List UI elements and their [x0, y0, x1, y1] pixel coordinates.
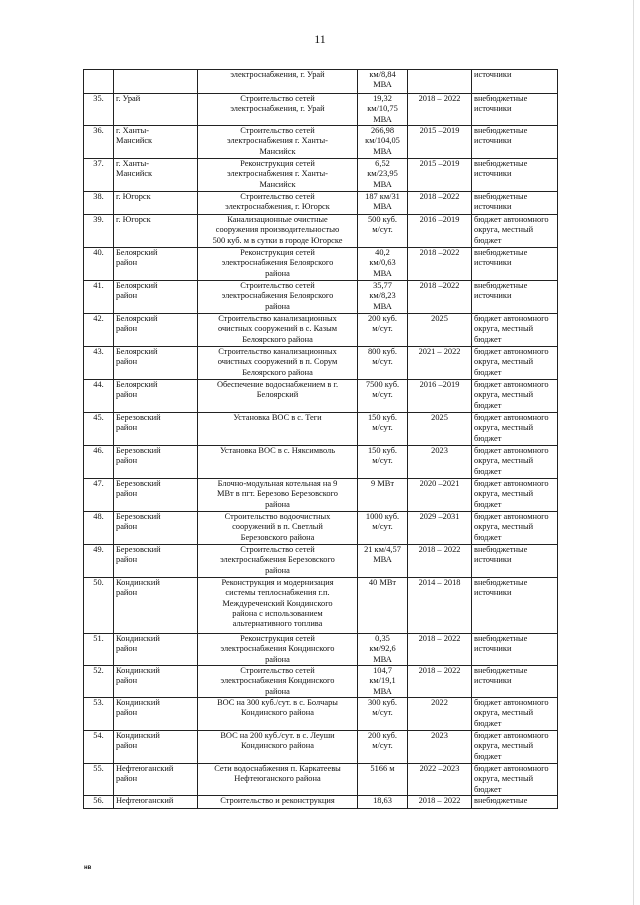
row-number: 49.: [84, 545, 114, 578]
row-object-name: Реконструкция сетей электроснабжения Белоярского района: [198, 248, 358, 281]
row-capacity: 187 км/31 МВА: [358, 192, 408, 215]
table-row: [84, 94, 558, 126]
row-object-name: Строительство сетей электроснабжения, г. Урай: [198, 94, 358, 126]
row-period: 2018 – 2022: [408, 796, 472, 809]
row-period: 2018 – 2022: [408, 666, 472, 698]
row-funding-source: внебюджетные: [472, 796, 558, 809]
row-place: г. Ханты- Мансийск: [114, 126, 198, 159]
row-capacity: 200 куб. м/сут.: [358, 314, 408, 347]
row-place: г. Урай: [114, 94, 198, 126]
row-object-name: Строительство сетей электроснабжения, г. Югорск: [198, 192, 358, 215]
row-capacity: 800 куб. м/сут.: [358, 347, 408, 380]
row-capacity: 7500 куб. м/сут.: [358, 380, 408, 413]
row-capacity: 1000 куб. м/сут.: [358, 512, 408, 545]
row-place: Белоярский район: [114, 248, 198, 281]
row-object-name: Строительство сетей электроснабжения Кондинского района: [198, 666, 358, 698]
row-period: 2018 –2022: [408, 281, 472, 314]
row-period: 2029 –2031: [408, 512, 472, 545]
table-row: [84, 764, 558, 796]
row-number: 37.: [84, 159, 114, 192]
row-place: Березовский район: [114, 446, 198, 479]
row-place: г. Югорск: [114, 192, 198, 215]
row-place: Березовский район: [114, 512, 198, 545]
row-place: Кондинский район: [114, 666, 198, 698]
row-number: 53.: [84, 698, 114, 731]
row-object-name: Сети водоснабжения п. Каркатеевы Нефтеюганского района: [198, 764, 358, 796]
row-place: Кондинский район: [114, 634, 198, 666]
row-object-name: Канализационные очистные сооружения производительностью 500 куб. м в сутки в городе Югорске: [198, 215, 358, 248]
row-capacity: 35,77 км/8,23 МВА: [358, 281, 408, 314]
table-row: [84, 479, 558, 512]
row-capacity: 19,32 км/10,75 МВА: [358, 94, 408, 126]
row-period: 2023: [408, 731, 472, 764]
table-row: [84, 281, 558, 314]
row-capacity: 6,52 км/23,95 МВА: [358, 159, 408, 192]
row-place: Березовский район: [114, 479, 198, 512]
table-row: [84, 731, 558, 764]
row-period: 2018 –2022: [408, 248, 472, 281]
row-period: 2014 – 2018: [408, 578, 472, 634]
row-place: Кондинский район: [114, 578, 198, 634]
row-funding-source: бюджет автономного округа, местный бюджет: [472, 314, 558, 347]
row-number: 44.: [84, 380, 114, 413]
row-funding-source: внебюджетные источники: [472, 159, 558, 192]
row-number: 52.: [84, 666, 114, 698]
row-funding-source: внебюджетные источники: [472, 281, 558, 314]
row-place: Нефтеюганский: [114, 796, 198, 809]
row-capacity: 0,35 км/92,6 МВА: [358, 634, 408, 666]
row-capacity: 40,2 км/0,63 МВА: [358, 248, 408, 281]
row-funding-source: внебюджетные источники: [472, 94, 558, 126]
table-row: [84, 578, 558, 634]
row-object-name: ВОС на 200 куб./сут. в с. Леуши Кондинского района: [198, 731, 358, 764]
table-row: [84, 446, 558, 479]
row-capacity: 150 куб. м/сут.: [358, 446, 408, 479]
row-object-name: Строительство сетей электроснабжения г. Ханты- Мансийск: [198, 126, 358, 159]
row-place: Белоярский район: [114, 281, 198, 314]
table-row: [84, 698, 558, 731]
row-period: 2022: [408, 698, 472, 731]
table-row: [84, 634, 558, 666]
row-capacity: 9 МВт: [358, 479, 408, 512]
page-number: 11: [314, 32, 326, 46]
row-number: 38.: [84, 192, 114, 215]
row-object-name: Строительство сетей электроснабжения Березовского района: [198, 545, 358, 578]
table-row: [84, 545, 558, 578]
table-row: [84, 380, 558, 413]
row-period: 2025: [408, 314, 472, 347]
row-number: [84, 70, 114, 94]
row-funding-source: внебюджетные источники: [472, 126, 558, 159]
row-period: 2016 –2019: [408, 215, 472, 248]
table-row: [84, 512, 558, 545]
table-row: [84, 347, 558, 380]
row-period: 2018 – 2022: [408, 94, 472, 126]
table-row: [84, 248, 558, 281]
row-number: 54.: [84, 731, 114, 764]
row-period: 2016 –2019: [408, 380, 472, 413]
row-object-name: Установка ВОС в с. Теги: [198, 413, 358, 446]
table-row: [84, 159, 558, 192]
row-capacity: 21 км/4,57 МВА: [358, 545, 408, 578]
row-funding-source: бюджет автономного округа, местный бюджет: [472, 380, 558, 413]
row-funding-source: бюджет автономного округа, местный бюджет: [472, 512, 558, 545]
row-capacity: 500 куб. м/сут.: [358, 215, 408, 248]
row-funding-source: бюджет автономного округа, местный бюджет: [472, 413, 558, 446]
row-funding-source: бюджет автономного округа, местный бюджет: [472, 215, 558, 248]
table-row: [84, 314, 558, 347]
row-place: г. Ханты- Мансийск: [114, 159, 198, 192]
table-row: [84, 666, 558, 698]
row-capacity: км/8,84 МВА: [358, 70, 408, 94]
row-number: 43.: [84, 347, 114, 380]
row-capacity: 200 куб. м/сут.: [358, 731, 408, 764]
table-row: [84, 126, 558, 159]
row-period: 2018 – 2022: [408, 634, 472, 666]
scan-edge: [633, 0, 634, 905]
row-object-name: ВОС на 300 куб./сут. в с. Болчары Кондинского района: [198, 698, 358, 731]
row-object-name: Строительство канализационных очистных сооружений в п. Сорум Белоярского района: [198, 347, 358, 380]
row-period: 2020 –2021: [408, 479, 472, 512]
table-row: [84, 796, 558, 809]
row-funding-source: источники: [472, 70, 558, 94]
row-funding-source: внебюджетные источники: [472, 634, 558, 666]
row-place: Кондинский район: [114, 731, 198, 764]
row-object-name: Строительство водоочистных сооружений в п. Светлый Березовского района: [198, 512, 358, 545]
row-number: 45.: [84, 413, 114, 446]
row-place: г. Югорск: [114, 215, 198, 248]
row-capacity: 300 куб. м/сут.: [358, 698, 408, 731]
row-number: 56.: [84, 796, 114, 809]
row-object-name: Строительство сетей электроснабжения Белоярского района: [198, 281, 358, 314]
row-number: 39.: [84, 215, 114, 248]
row-capacity: 150 куб. м/сут.: [358, 413, 408, 446]
row-object-name: Строительство и реконструкция: [198, 796, 358, 809]
row-funding-source: бюджет автономного округа, местный бюджет: [472, 446, 558, 479]
table-row: [84, 70, 558, 94]
row-period: 2018 – 2022: [408, 545, 472, 578]
row-period: 2015 –2019: [408, 126, 472, 159]
row-funding-source: внебюджетные источники: [472, 666, 558, 698]
row-number: 41.: [84, 281, 114, 314]
row-funding-source: бюджет автономного округа, местный бюджет: [472, 731, 558, 764]
projects-table: [83, 69, 558, 809]
row-number: 51.: [84, 634, 114, 666]
row-place: Березовский район: [114, 413, 198, 446]
row-place: Кондинский район: [114, 698, 198, 731]
row-period: 2023: [408, 446, 472, 479]
row-place: Березовский район: [114, 545, 198, 578]
row-period: 2015 –2019: [408, 159, 472, 192]
table-row: [84, 192, 558, 215]
row-number: 48.: [84, 512, 114, 545]
row-object-name: Обеспечение водоснабжением в г. Белоярский: [198, 380, 358, 413]
row-number: 35.: [84, 94, 114, 126]
row-object-name: Реконструкция сетей электроснабжения Кондинского района: [198, 634, 358, 666]
row-number: 46.: [84, 446, 114, 479]
row-number: 36.: [84, 126, 114, 159]
row-place: Белоярский район: [114, 314, 198, 347]
row-capacity: 18,63: [358, 796, 408, 809]
row-capacity: 266,98 км/104,05 МВА: [358, 126, 408, 159]
row-place: Белоярский район: [114, 347, 198, 380]
row-funding-source: внебюджетные источники: [472, 545, 558, 578]
row-funding-source: внебюджетные источники: [472, 578, 558, 634]
row-object-name: Реконструкция и модернизация системы теплоснабжения г.п. Междуреченский Кондинского района с использованием альтернативного топлива: [198, 578, 358, 634]
row-object-name: Строительство канализационных очистных сооружений в с. Казым Белоярского района: [198, 314, 358, 347]
row-place: Белоярский район: [114, 380, 198, 413]
row-capacity: 104,7 км/19,1 МВА: [358, 666, 408, 698]
footer-mark: нв: [84, 865, 92, 871]
row-funding-source: бюджет автономного округа, местный бюджет: [472, 698, 558, 731]
row-capacity: 40 МВт: [358, 578, 408, 634]
row-number: 55.: [84, 764, 114, 796]
row-period: 2021 – 2022: [408, 347, 472, 380]
row-number: 47.: [84, 479, 114, 512]
row-capacity: 5166 м: [358, 764, 408, 796]
row-number: 50.: [84, 578, 114, 634]
row-place: Нефтеюганский район: [114, 764, 198, 796]
table-row: [84, 413, 558, 446]
row-object-name: Установка ВОС в с. Няксимволь: [198, 446, 358, 479]
row-object-name: Реконструкция сетей электроснабжения г. Ханты- Мансийск: [198, 159, 358, 192]
row-number: 42.: [84, 314, 114, 347]
row-funding-source: внебюджетные источники: [472, 248, 558, 281]
row-funding-source: бюджет автономного округа, местный бюджет: [472, 479, 558, 512]
row-number: 40.: [84, 248, 114, 281]
row-period: 2018 –2022: [408, 192, 472, 215]
row-funding-source: бюджет автономного округа, местный бюджет: [472, 347, 558, 380]
row-object-name: электроснабжения, г. Урай: [198, 70, 358, 94]
row-funding-source: бюджет автономного округа, местный бюджет: [472, 764, 558, 796]
row-period: 2022 –2023: [408, 764, 472, 796]
row-place: [114, 70, 198, 94]
row-object-name: Блочно-модульная котельная на 9 МВт в пгт. Березово Березовского района: [198, 479, 358, 512]
row-period: [408, 70, 472, 94]
row-period: 2025: [408, 413, 472, 446]
table-row: [84, 215, 558, 248]
row-funding-source: внебюджетные источники: [472, 192, 558, 215]
